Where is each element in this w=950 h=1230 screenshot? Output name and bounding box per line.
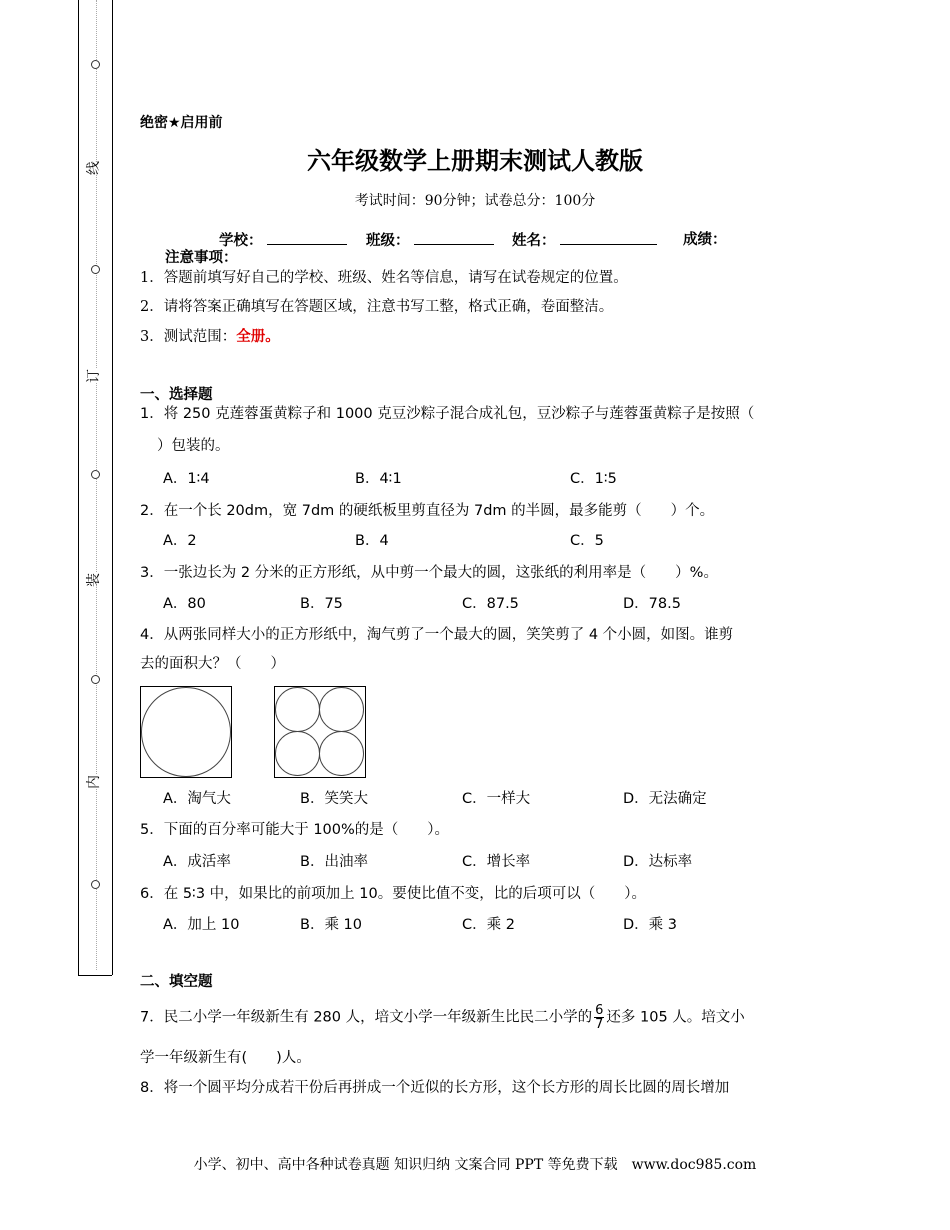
section-title-fill: 二、填空题 — [140, 974, 213, 990]
option-b[interactable]: B．笑笑大 — [300, 791, 368, 807]
option-d[interactable]: D．达标率 — [623, 854, 693, 870]
hole-circle-icon — [91, 470, 100, 479]
question-4: 4．从两张同样大小的正方形纸中，淘气剪了一个最大的圆，笑笑剪了 4 个小圆，如图。谁剪 — [140, 627, 734, 643]
margin-label-ding: 订 — [83, 369, 103, 383]
question-3: 3．一张边长为 2 分米的正方形纸，从中剪一个最大的圆，这张纸的利用率是（ ）%。 — [140, 565, 718, 581]
option-a[interactable]: A．80 — [163, 596, 206, 612]
notes-title: 注意事项： — [165, 250, 238, 266]
option-d[interactable]: D．78.5 — [623, 596, 681, 612]
question-7-text: 7．民二小学一年级新生有 280 人，培文小学一年级新生比民二小学的 — [140, 1009, 593, 1026]
question-7-text-2: 还多 105 人。培文小 — [606, 1009, 745, 1026]
exam-info: 考试时间：90分钟；试卷总分：100分 — [354, 193, 596, 209]
margin-label-zhuang: 装 — [83, 573, 103, 587]
option-c[interactable]: C．87.5 — [462, 596, 519, 612]
option-c[interactable]: C．增长率 — [462, 854, 531, 870]
option-b[interactable]: B．出油率 — [300, 854, 368, 870]
question-7 — [140, 1004, 745, 1031]
school-field[interactable] — [219, 230, 347, 251]
score-label: 成绩： — [683, 232, 727, 248]
note-item — [140, 327, 280, 347]
question-2: 2．在一个长 20dm，宽 7dm 的硬纸板里剪直径为 7dm 的半圆，最多能剪（ ）个。 — [140, 503, 715, 519]
option-a[interactable]: A．1∶4 — [163, 471, 210, 487]
option-b[interactable]: B．乘 10 — [300, 917, 363, 933]
note-scope-value: 全册。 — [236, 328, 280, 345]
class-field[interactable] — [366, 230, 494, 251]
footer-text: 小学、初中、高中各种试卷真题 知识归纳 文案合同 PPT 等免费下载 www.doc985.com — [193, 1157, 757, 1173]
option-d[interactable]: D．乘 3 — [623, 917, 677, 933]
hole-circle-icon — [91, 880, 100, 889]
name-label: 姓名： — [512, 233, 556, 249]
option-a[interactable]: A．加上 10 — [163, 917, 240, 933]
fraction: $\frac{6}{7}$ — [595, 1003, 604, 1032]
class-label: 班级： — [366, 233, 410, 249]
option-a[interactable]: A．淘气大 — [163, 791, 231, 807]
secret-label: 绝密★启用前 — [140, 115, 223, 131]
option-a[interactable]: A．2 — [163, 533, 197, 549]
option-b[interactable]: B．4 — [355, 533, 389, 549]
question-6: 6．在 5∶3 中，如果比的前项加上 10。要使比值不变，比的后项可以（ ）。 — [140, 886, 646, 902]
option-a[interactable]: A．成活率 — [163, 854, 231, 870]
question-1-cont: ）包装的。 — [157, 438, 230, 454]
margin-label-nei: 内 — [83, 775, 103, 789]
option-d[interactable]: D．无法确定 — [623, 791, 707, 807]
note-scope-label: 3．测试范围： — [140, 329, 237, 345]
option-c[interactable]: C．乘 2 — [462, 917, 515, 933]
option-b[interactable]: B．4∶1 — [355, 471, 402, 487]
option-c[interactable]: C．一样大 — [462, 791, 531, 807]
option-b[interactable]: B．75 — [300, 596, 343, 612]
note-item: 1．答题前填写好自己的学校、班级、姓名等信息，请写在试卷规定的位置。 — [140, 270, 628, 286]
option-c[interactable]: C．1∶5 — [570, 471, 617, 487]
question-7-cont: 学一年级新生有( )人。 — [140, 1050, 311, 1066]
question-1: 1．将 250 克莲蓉蛋黄粽子和 1000 克豆沙粽子混合成礼包，豆沙粽子与莲蓉蛋黄粽子是按照（ — [140, 406, 755, 422]
note-item: 2．请将答案正确填写在答题区域，注意书写工整，格式正确，卷面整洁。 — [140, 299, 614, 315]
question-5: 5．下面的百分率可能大于 100%的是（ ）。 — [140, 822, 450, 838]
margin-line-bottom — [78, 975, 112, 976]
margin-label-xian: 线 — [83, 161, 103, 175]
page-title: 六年级数学上册期末测试人教版 — [307, 147, 643, 175]
school-label: 学校： — [219, 233, 263, 249]
hole-circle-icon — [91, 675, 100, 684]
option-c[interactable]: C．5 — [570, 533, 604, 549]
hole-circle-icon — [91, 265, 100, 274]
section-title-choice: 一、选择题 — [140, 387, 213, 403]
question-8: 8．将一个圆平均分成若干份后再拼成一个近似的长方形，这个长方形的周长比圆的周长增加 — [140, 1080, 730, 1096]
hole-circle-icon — [91, 60, 100, 69]
name-field[interactable] — [512, 230, 657, 251]
question-4-cont: 去的面积大？（ ） — [140, 656, 285, 672]
